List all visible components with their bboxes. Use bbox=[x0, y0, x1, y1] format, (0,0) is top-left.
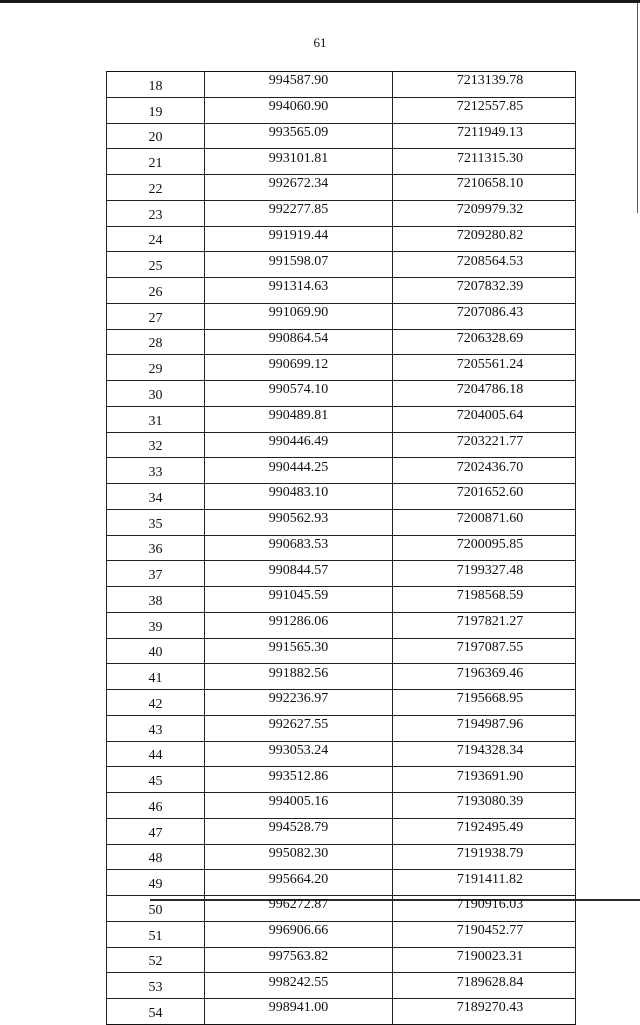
x-coordinate-cell bbox=[205, 175, 393, 201]
point-number-cell: 29 bbox=[107, 355, 205, 381]
y-coordinate-cell bbox=[393, 535, 576, 561]
y-coordinate-value: 7205561.24 bbox=[456, 356, 524, 372]
x-coordinate-cell bbox=[205, 97, 393, 123]
y-coordinate-value: 7190916.03 bbox=[456, 897, 524, 913]
y-coordinate-value: 7203221.77 bbox=[456, 433, 524, 449]
y-coordinate-value: 7211949.13 bbox=[457, 124, 523, 140]
table-row bbox=[107, 226, 576, 252]
table-row bbox=[107, 793, 576, 819]
x-coordinate-value: 992672.34 bbox=[268, 176, 329, 192]
point-number-cell: 53 bbox=[107, 973, 205, 999]
table-row bbox=[107, 329, 576, 355]
x-coordinate-value: 993053.24 bbox=[268, 742, 329, 758]
y-coordinate-cell bbox=[393, 278, 576, 304]
coordinates-table-body bbox=[107, 72, 576, 1025]
table-row bbox=[107, 72, 576, 98]
y-coordinate-value: 7209979.32 bbox=[456, 202, 524, 218]
x-coordinate-value: 998242.55 bbox=[268, 974, 329, 990]
page-number: 61 bbox=[313, 35, 327, 50]
table-row bbox=[107, 458, 576, 484]
x-coordinate-value: 997563.82 bbox=[268, 948, 329, 964]
table-row bbox=[107, 741, 576, 767]
y-coordinate-value: 7194987.96 bbox=[456, 717, 524, 733]
x-coordinate-cell bbox=[205, 406, 393, 432]
table-row bbox=[107, 97, 576, 123]
x-coordinate-cell bbox=[205, 844, 393, 870]
y-coordinate-cell bbox=[393, 638, 576, 664]
x-coordinate-cell bbox=[205, 535, 393, 561]
x-coordinate-cell bbox=[205, 999, 393, 1025]
point-number-cell: 38 bbox=[107, 587, 205, 613]
y-coordinate-cell bbox=[393, 149, 576, 175]
coordinates-table bbox=[106, 71, 576, 1025]
table-row bbox=[107, 638, 576, 664]
table-row bbox=[107, 664, 576, 690]
y-coordinate-cell bbox=[393, 97, 576, 123]
table-row bbox=[107, 999, 576, 1025]
x-coordinate-value: 991598.07 bbox=[268, 253, 329, 269]
y-coordinate-value: 7208564.53 bbox=[456, 253, 524, 269]
y-coordinate-value: 7198568.59 bbox=[456, 588, 524, 604]
y-coordinate-value: 7202436.70 bbox=[456, 459, 524, 475]
table-row bbox=[107, 432, 576, 458]
x-coordinate-value: 990489.81 bbox=[268, 408, 329, 424]
x-coordinate-value: 990844.57 bbox=[268, 562, 329, 578]
x-coordinate-cell bbox=[205, 72, 393, 98]
point-number-cell: 19 bbox=[107, 97, 205, 123]
point-number-cell: 40 bbox=[107, 638, 205, 664]
x-coordinate-value: 991919.44 bbox=[268, 227, 329, 243]
x-coordinate-value: 992277.85 bbox=[268, 202, 329, 218]
point-number-cell: 31 bbox=[107, 406, 205, 432]
point-number-cell: 36 bbox=[107, 535, 205, 561]
y-coordinate-value: 7212557.85 bbox=[456, 99, 524, 115]
y-coordinate-value: 7193691.90 bbox=[456, 768, 524, 784]
y-coordinate-cell bbox=[393, 303, 576, 329]
y-coordinate-value: 7193080.39 bbox=[456, 794, 524, 810]
x-coordinate-cell bbox=[205, 278, 393, 304]
y-coordinate-cell bbox=[393, 406, 576, 432]
x-coordinate-value: 993101.81 bbox=[268, 150, 329, 166]
x-coordinate-cell bbox=[205, 200, 393, 226]
x-coordinate-value: 993565.09 bbox=[268, 124, 329, 140]
point-number-cell: 27 bbox=[107, 303, 205, 329]
table-row bbox=[107, 561, 576, 587]
x-coordinate-value: 991314.63 bbox=[268, 279, 329, 295]
x-coordinate-value: 992236.97 bbox=[268, 691, 329, 707]
x-coordinate-cell bbox=[205, 587, 393, 613]
y-coordinate-cell bbox=[393, 947, 576, 973]
x-coordinate-cell bbox=[205, 767, 393, 793]
x-coordinate-value: 994060.90 bbox=[268, 99, 329, 115]
y-coordinate-cell bbox=[393, 200, 576, 226]
point-number-cell: 47 bbox=[107, 818, 205, 844]
x-coordinate-cell bbox=[205, 638, 393, 664]
point-number-cell: 24 bbox=[107, 226, 205, 252]
x-coordinate-cell bbox=[205, 355, 393, 381]
point-number-cell: 33 bbox=[107, 458, 205, 484]
point-number-cell: 52 bbox=[107, 947, 205, 973]
y-coordinate-cell bbox=[393, 896, 576, 922]
x-coordinate-value: 995664.20 bbox=[268, 871, 329, 887]
table-row bbox=[107, 818, 576, 844]
y-coordinate-value: 7197087.55 bbox=[456, 639, 524, 655]
table-row bbox=[107, 921, 576, 947]
point-number-cell: 32 bbox=[107, 432, 205, 458]
table-row bbox=[107, 381, 576, 407]
table-row bbox=[107, 175, 576, 201]
point-number-cell: 28 bbox=[107, 329, 205, 355]
y-coordinate-cell bbox=[393, 921, 576, 947]
point-number-cell: 49 bbox=[107, 870, 205, 896]
y-coordinate-value: 7200871.60 bbox=[456, 511, 524, 527]
y-coordinate-cell bbox=[393, 561, 576, 587]
point-number-cell: 25 bbox=[107, 252, 205, 278]
x-coordinate-value: 990483.10 bbox=[268, 485, 329, 501]
y-coordinate-value: 7201652.60 bbox=[456, 485, 524, 501]
x-coordinate-cell bbox=[205, 690, 393, 716]
point-number-cell: 39 bbox=[107, 612, 205, 638]
y-coordinate-cell bbox=[393, 999, 576, 1025]
x-coordinate-value: 990864.54 bbox=[268, 330, 329, 346]
x-coordinate-cell bbox=[205, 870, 393, 896]
x-coordinate-value: 998941.00 bbox=[268, 1000, 329, 1016]
table-row bbox=[107, 947, 576, 973]
x-coordinate-value: 994005.16 bbox=[268, 794, 329, 810]
x-coordinate-value: 990683.53 bbox=[268, 536, 329, 552]
table-row bbox=[107, 509, 576, 535]
point-number-cell: 54 bbox=[107, 999, 205, 1025]
table-row bbox=[107, 484, 576, 510]
x-coordinate-value: 991286.06 bbox=[268, 614, 329, 630]
y-coordinate-cell bbox=[393, 509, 576, 535]
y-coordinate-cell bbox=[393, 612, 576, 638]
y-coordinate-value: 7194328.34 bbox=[456, 742, 524, 758]
y-coordinate-value: 7200095.85 bbox=[456, 536, 524, 552]
x-coordinate-value: 991882.56 bbox=[268, 665, 329, 681]
y-coordinate-cell bbox=[393, 767, 576, 793]
point-number-cell: 42 bbox=[107, 690, 205, 716]
x-coordinate-value: 993512.86 bbox=[268, 768, 329, 784]
y-coordinate-value: 7207832.39 bbox=[456, 279, 524, 295]
x-coordinate-cell bbox=[205, 458, 393, 484]
x-coordinate-cell bbox=[205, 793, 393, 819]
point-number-cell: 26 bbox=[107, 278, 205, 304]
x-coordinate-cell bbox=[205, 921, 393, 947]
y-coordinate-cell bbox=[393, 123, 576, 149]
y-coordinate-cell bbox=[393, 844, 576, 870]
point-number-cell: 34 bbox=[107, 484, 205, 510]
point-number-cell: 48 bbox=[107, 844, 205, 870]
point-number-cell: 44 bbox=[107, 741, 205, 767]
x-coordinate-value: 996272.87 bbox=[268, 897, 329, 913]
x-coordinate-cell bbox=[205, 149, 393, 175]
y-coordinate-value: 7211315.30 bbox=[457, 150, 523, 166]
x-coordinate-value: 991069.90 bbox=[268, 305, 329, 321]
y-coordinate-value: 7191938.79 bbox=[456, 845, 524, 861]
point-number-cell: 50 bbox=[107, 896, 205, 922]
x-coordinate-cell bbox=[205, 226, 393, 252]
table-row bbox=[107, 278, 576, 304]
table-row bbox=[107, 535, 576, 561]
x-coordinate-cell bbox=[205, 561, 393, 587]
x-coordinate-value: 990562.93 bbox=[268, 511, 329, 527]
point-number-cell: 43 bbox=[107, 715, 205, 741]
x-coordinate-value: 995082.30 bbox=[268, 845, 329, 861]
x-coordinate-value: 990446.49 bbox=[268, 433, 329, 449]
y-coordinate-cell bbox=[393, 715, 576, 741]
y-coordinate-cell bbox=[393, 587, 576, 613]
y-coordinate-value: 7197821.27 bbox=[456, 614, 524, 630]
table-row bbox=[107, 715, 576, 741]
y-coordinate-value: 7210658.10 bbox=[456, 176, 524, 192]
x-coordinate-value: 990574.10 bbox=[268, 382, 329, 398]
y-coordinate-cell bbox=[393, 381, 576, 407]
point-number-cell: 30 bbox=[107, 381, 205, 407]
y-coordinate-value: 7195668.95 bbox=[456, 691, 524, 707]
y-coordinate-value: 7191411.82 bbox=[457, 871, 523, 887]
y-coordinate-cell bbox=[393, 793, 576, 819]
point-number-cell: 20 bbox=[107, 123, 205, 149]
x-coordinate-cell bbox=[205, 818, 393, 844]
x-coordinate-cell bbox=[205, 303, 393, 329]
y-coordinate-value: 7190023.31 bbox=[456, 948, 524, 964]
x-coordinate-cell bbox=[205, 741, 393, 767]
point-number-cell: 37 bbox=[107, 561, 205, 587]
table-row bbox=[107, 896, 576, 922]
x-coordinate-cell bbox=[205, 484, 393, 510]
y-coordinate-value: 7196369.46 bbox=[456, 665, 524, 681]
table-row bbox=[107, 612, 576, 638]
x-coordinate-cell bbox=[205, 123, 393, 149]
x-coordinate-cell bbox=[205, 252, 393, 278]
table-row bbox=[107, 252, 576, 278]
x-coordinate-value: 994528.79 bbox=[268, 820, 329, 836]
point-number-cell: 51 bbox=[107, 921, 205, 947]
point-number-cell: 18 bbox=[107, 72, 205, 98]
x-coordinate-value: 994587.90 bbox=[268, 73, 329, 89]
y-coordinate-value: 7207086.43 bbox=[456, 305, 524, 321]
table-row bbox=[107, 973, 576, 999]
x-coordinate-cell bbox=[205, 612, 393, 638]
y-coordinate-cell bbox=[393, 175, 576, 201]
table-row bbox=[107, 355, 576, 381]
table-row bbox=[107, 767, 576, 793]
y-coordinate-cell bbox=[393, 458, 576, 484]
y-coordinate-cell bbox=[393, 973, 576, 999]
x-coordinate-cell bbox=[205, 329, 393, 355]
y-coordinate-cell bbox=[393, 870, 576, 896]
y-coordinate-value: 7189270.43 bbox=[456, 1000, 524, 1016]
y-coordinate-cell bbox=[393, 664, 576, 690]
x-coordinate-value: 996906.66 bbox=[268, 923, 329, 939]
x-coordinate-cell bbox=[205, 664, 393, 690]
point-number-cell: 45 bbox=[107, 767, 205, 793]
point-number-cell: 46 bbox=[107, 793, 205, 819]
y-coordinate-value: 7204786.18 bbox=[456, 382, 524, 398]
y-coordinate-cell bbox=[393, 484, 576, 510]
x-coordinate-value: 990699.12 bbox=[268, 356, 329, 372]
table-row bbox=[107, 844, 576, 870]
y-coordinate-value: 7213139.78 bbox=[456, 73, 524, 89]
y-coordinate-value: 7204005.64 bbox=[456, 408, 524, 424]
table-row bbox=[107, 587, 576, 613]
x-coordinate-cell bbox=[205, 973, 393, 999]
y-coordinate-cell bbox=[393, 226, 576, 252]
x-coordinate-value: 990444.25 bbox=[268, 459, 329, 475]
point-number-cell: 22 bbox=[107, 175, 205, 201]
x-coordinate-cell bbox=[205, 947, 393, 973]
table-row bbox=[107, 123, 576, 149]
point-number-cell: 21 bbox=[107, 149, 205, 175]
y-coordinate-value: 7190452.77 bbox=[456, 923, 524, 939]
x-coordinate-cell bbox=[205, 509, 393, 535]
y-coordinate-value: 7206328.69 bbox=[456, 330, 524, 346]
y-coordinate-cell bbox=[393, 252, 576, 278]
y-coordinate-cell bbox=[393, 72, 576, 98]
y-coordinate-cell bbox=[393, 741, 576, 767]
table-row bbox=[107, 303, 576, 329]
y-coordinate-value: 7209280.82 bbox=[456, 227, 524, 243]
table-row bbox=[107, 870, 576, 896]
x-coordinate-cell bbox=[205, 432, 393, 458]
y-coordinate-value: 7189628.84 bbox=[456, 974, 524, 990]
y-coordinate-cell bbox=[393, 690, 576, 716]
table-row bbox=[107, 406, 576, 432]
y-coordinate-cell bbox=[393, 818, 576, 844]
y-coordinate-cell bbox=[393, 432, 576, 458]
y-coordinate-value: 7192495.49 bbox=[456, 820, 524, 836]
x-coordinate-cell bbox=[205, 896, 393, 922]
x-coordinate-value: 991565.30 bbox=[268, 639, 329, 655]
point-number-cell: 23 bbox=[107, 200, 205, 226]
x-coordinate-cell bbox=[205, 715, 393, 741]
table-row bbox=[107, 200, 576, 226]
scan-edge-top bbox=[0, 0, 640, 3]
x-coordinate-value: 991045.59 bbox=[268, 588, 329, 604]
x-coordinate-value: 992627.55 bbox=[268, 717, 329, 733]
y-coordinate-cell bbox=[393, 355, 576, 381]
x-coordinate-cell bbox=[205, 381, 393, 407]
y-coordinate-cell bbox=[393, 329, 576, 355]
table-row bbox=[107, 149, 576, 175]
table-row bbox=[107, 690, 576, 716]
y-coordinate-value: 7199327.48 bbox=[456, 562, 524, 578]
point-number-cell: 41 bbox=[107, 664, 205, 690]
point-number-cell: 35 bbox=[107, 509, 205, 535]
